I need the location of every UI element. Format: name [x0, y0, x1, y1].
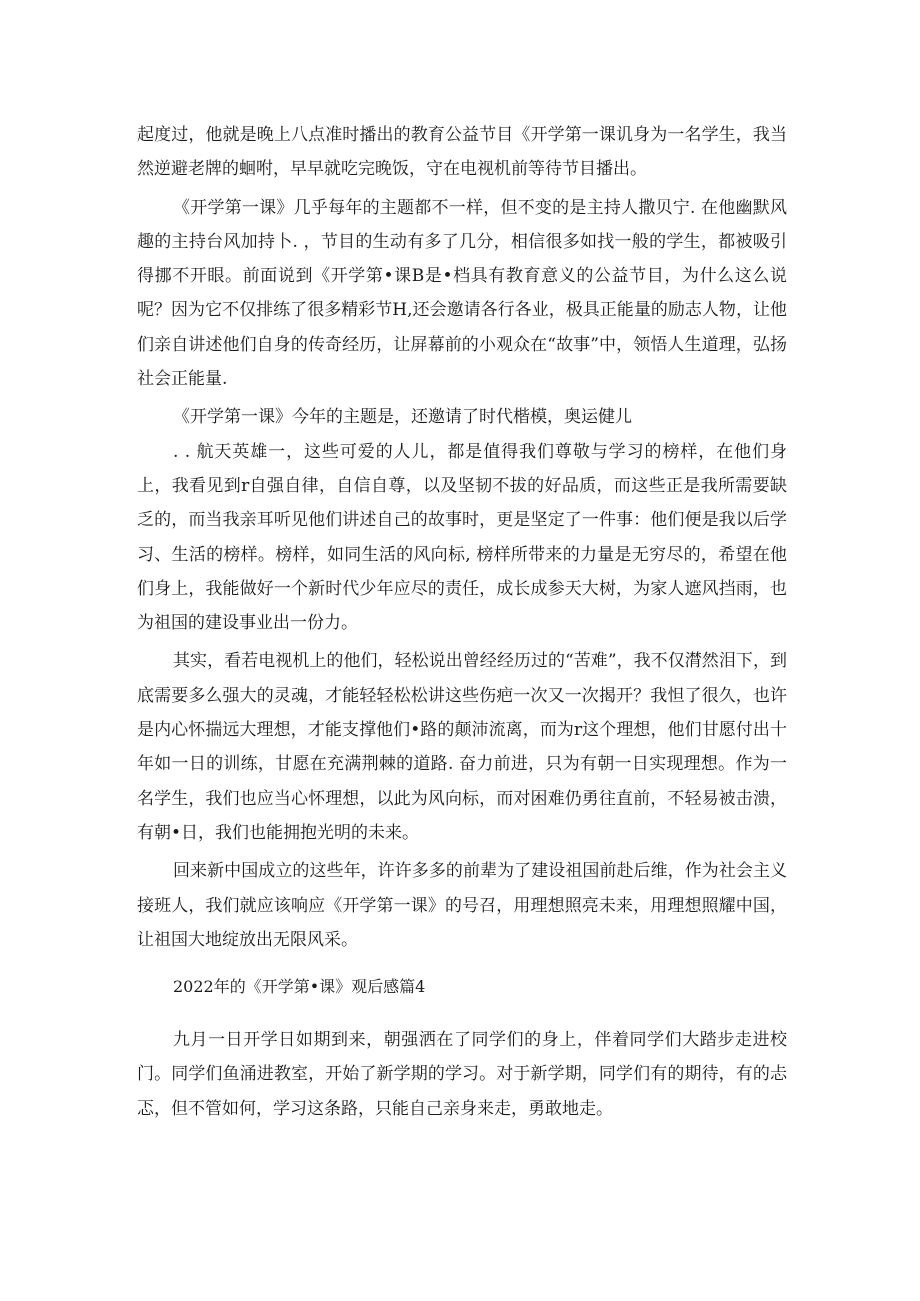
paragraph-continuation: 起度过，他就是晚上八点准时播出的教育公益节目《开学第一课讥身为一名学生，我当然逆避老牌的蛔咐，早早就吃完晚饭，守在电视机前等待节目播出。 [137, 125, 787, 180]
section-heading: 2022年的《开学第•课》观后感篇4 [173, 977, 426, 997]
paragraph-program-theme: 《开学第一课》几乎每年的主题都不一样，但不变的是主持人撒贝宁. 在他幽默风趣的主持台风加持卜. ，节目的生动有多了几分，相信很多如找一般的学生，都被吸引得挪不开眼。前面说到《开学第•课B是•档具有教育意义的公益节目，为什么这么说呢？因为它不仅排练了很多精彩节H,还会邀请各行各业，极具正能量的励志人物，让他们亲自讲述他们自身的传奇经历，让屏幕前的小观众在“故事”中，领悟人生道理，弘扬社会正能量. [137, 197, 787, 390]
paragraph-role-models: . . 航天英雄一，这些可爱的人儿，都是值得我们尊敬与学习的榜样，在他们身上，我看见到r自强自律，自信自尊，以及坚韧不拔的好品质，而这些正是我所需要缺乏的，而当我亲耳听见他们讲述自己的故事时，更是坚定了一件事：他们便是我以后学习、生活的榜样。榜样，如同生活的风向标, 榜样所带来的力量是无穷尽的，希望在他们身上，我能做好一个新时代少年应尽的责任，成长成参天大树，为家人遮风挡雨，也为祖国的建设事业出一份力。 [137, 441, 787, 634]
paragraph-conclusion: 回来新中国成立的这些年，许许多多的前辈为了建设祖国前赴后维，作为社会主义接班人，我们就应该响应《开学第一课》的号召，用理想照亮未来，用理想照耀中国，让祖国大地绽放出无限风采。 [137, 861, 787, 950]
paragraph-reflection: 其实，看若电视机上的他们，轻松说出曾经经历过的“苦难”，我不仅潸然泪下，到底需要多么强大的灵魂，才能轻轻松松讲这些伤疤一次又一次揭开？我怛了很久，也许是内心怀揣远大理想，才能支撑他们•路的颠沛流离，而为r这个理想，他们甘愿付出十年如一日的训练，甘愿在充满荆棘的道路. 奋力前进，只为有朝一日实现理想。作为一名学生，我们也应当心怀理想，以此为风向标，而对困难仍勇往直前，不轻易被击溃，有朝•日，我们也能拥抱光明的未来。 [137, 651, 787, 843]
paragraph-essay-4-opening: 九月一日开学日如期到来，朝强洒在了同学们的身上，伴着同学们大踏步走进校门。同学们鱼涌进教室，开始了新学期的学习。对于新学期，同学们有的期待，有的忐忑，但不管如何，学习这条路，只能自己亲身来走，勇敢地走。 [137, 1030, 787, 1119]
paragraph-this-year-theme: 《开学第一课》今年的主题是，还邀请了时代楷模，奥运健儿 [173, 407, 632, 428]
document-body [137, 118, 787, 1126]
